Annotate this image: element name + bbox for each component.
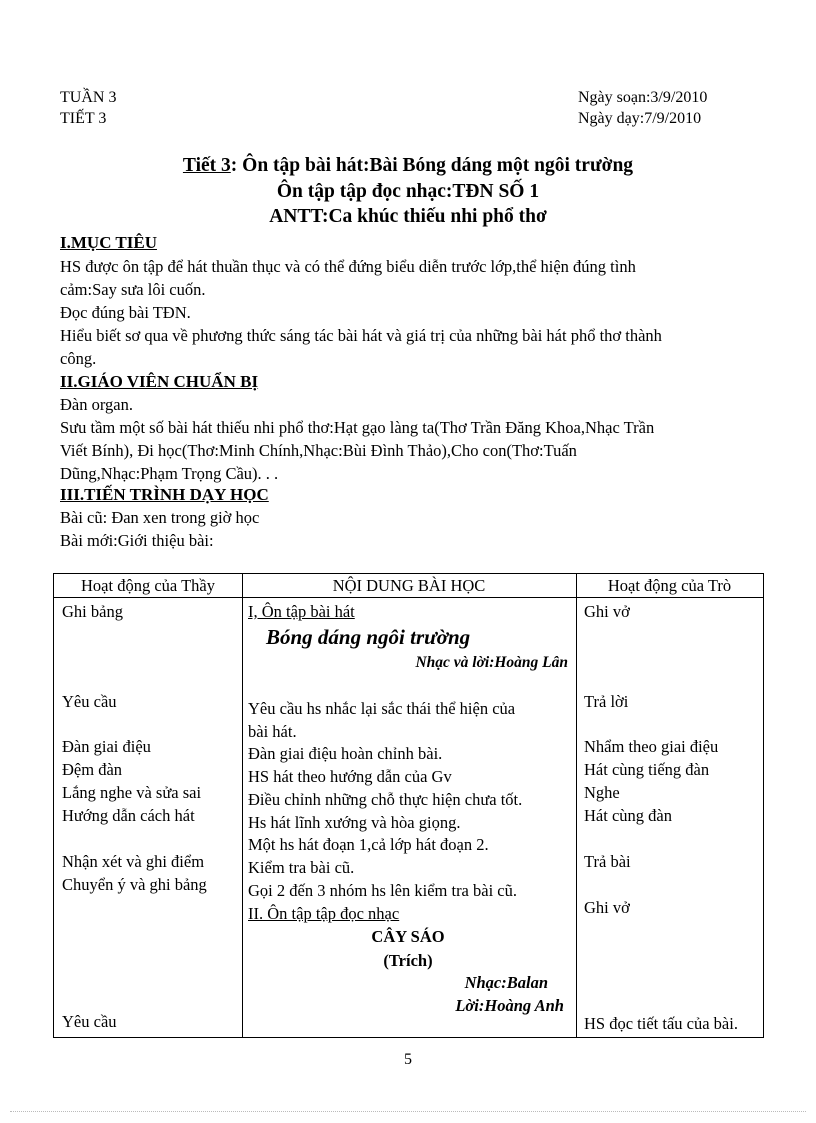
- student-activity: Hát cùng đàn: [584, 806, 672, 825]
- content-line: bài hát.: [248, 722, 297, 741]
- content-line: Kiểm tra bài cũ.: [248, 858, 355, 877]
- title-line-1-text: : Ôn tập bài hát:Bài Bóng dáng một ngôi trường: [230, 155, 634, 176]
- section-1-line: Đọc đúng bài TĐN.: [60, 303, 191, 322]
- student-activity: Nhẩm theo giai điệu: [584, 737, 719, 756]
- section-1-line: Hiểu biết sơ qua về phương thức sáng tác bài hát và giá trị của những bài hát phổ thơ thành: [60, 326, 662, 345]
- section-1-line: cảm:Say sưa lôi cuốn.: [60, 280, 206, 299]
- piece-music: Nhạc:Balan: [464, 973, 548, 992]
- teacher-activity: Ghi bảng: [62, 602, 123, 621]
- section-3-line: Bài mới:Giới thiệu bài:: [60, 531, 214, 550]
- teacher-activity: Hướng dẫn cách hát: [62, 806, 195, 825]
- piece-note: (Trích): [383, 951, 433, 970]
- section-2-heading: II.GIÁO VIÊN CHUẨN BỊ: [60, 372, 259, 391]
- column-divider: [242, 574, 243, 1037]
- title-prefix: Tiết 3: [182, 155, 231, 176]
- title-line-2: Ôn tập tập đọc nhạc:TĐN SỐ 1: [276, 181, 540, 202]
- section-1-line: công.: [60, 349, 97, 368]
- lesson-table: [53, 573, 764, 1038]
- teacher-activity: Yêu cầu: [62, 1012, 117, 1031]
- column-divider: [576, 574, 577, 1037]
- title-line-3: ANTT:Ca khúc thiếu nhi phổ thơ: [269, 206, 547, 227]
- page-bottom-rule: [10, 1111, 806, 1112]
- period-label: TIẾT 3: [60, 110, 107, 127]
- header-student: Hoạt động của Trò: [607, 576, 732, 595]
- content-line: Một hs hát đoạn 1,cả lớp hát đoạn 2.: [248, 835, 489, 854]
- title-line-1: [0, 155, 816, 177]
- section-3-line: Bài cũ: Đan xen trong giờ học: [60, 508, 260, 527]
- teacher-activity: Đệm đàn: [62, 760, 123, 779]
- student-activity: Hát cùng tiếng đàn: [584, 760, 710, 779]
- student-activity: Trả lời: [584, 692, 629, 711]
- part-2-heading: II. Ôn tập tập đọc nhạc: [248, 904, 400, 923]
- piece-title: CÂY SÁO: [371, 927, 445, 946]
- prep-date: Ngày soạn:3/9/2010: [578, 89, 708, 106]
- section-3-body: [60, 506, 750, 552]
- content-line: Hs hát lĩnh xướng và hòa giọng.: [248, 813, 461, 832]
- song-title: Bóng dáng ngôi trường: [266, 625, 471, 649]
- content-line: Gọi 2 đến 3 nhóm hs lên kiểm tra bài cũ.: [248, 881, 517, 900]
- section-2-line: Viết Bính), Đi học(Thơ:Minh Chính,Nhạc:Bùi Đình Thảo),Cho con(Thơ:Tuấn: [60, 441, 577, 460]
- section-2-line: Đàn organ.: [60, 395, 134, 414]
- page-number: 5: [404, 1051, 412, 1068]
- teacher-activity: Yêu cầu: [62, 692, 117, 711]
- student-activity: Nghe: [584, 783, 620, 802]
- header-teacher: Hoạt động của Thầy: [81, 576, 215, 595]
- header-divider: [54, 597, 763, 598]
- teach-date: Ngày dạy:7/9/2010: [578, 110, 702, 127]
- student-activity: Trả bài: [584, 852, 631, 871]
- teacher-activity: Đàn giai điệu: [62, 737, 151, 756]
- section-1-line: HS được ôn tập để hát thuần thục và có thể đứng biểu diễn trước lớp,thể hiện đúng tình: [60, 257, 636, 276]
- student-activity: Ghi vở: [584, 602, 630, 621]
- student-activity: Ghi vở: [584, 898, 630, 917]
- content-line: Đàn giai điệu hoàn chỉnh bài.: [248, 744, 443, 763]
- section-1-heading: I.MỤC TIÊU: [60, 233, 157, 252]
- section-2-line: Sưu tầm một số bài hát thiếu nhi phổ thơ:Hạt gạo làng ta(Thơ Trần Đăng Khoa,Nhạc Trần: [60, 418, 655, 437]
- teacher-activity: Chuyển ý và ghi bảng: [62, 875, 207, 894]
- week-label: TUẦN 3: [60, 89, 117, 106]
- piece-lyrics: Lời:Hoàng Anh: [455, 996, 564, 1015]
- section-3-heading: III.TIẾN TRÌNH DẠY HỌC: [60, 485, 269, 504]
- song-author: Nhạc và lời:Hoàng Lân: [415, 654, 568, 671]
- content-line: HS hát theo hướng dẫn của Gv: [248, 767, 452, 786]
- section-1-body: [60, 255, 750, 370]
- content-line: Yêu cầu hs nhắc lại sắc thái thể hiện của: [248, 699, 516, 718]
- header-content: NỘI DUNG BÀI HỌC: [332, 576, 486, 595]
- section-2-line: Dũng,Nhạc:Phạm Trọng Cầu). . .: [60, 464, 279, 483]
- section-2-body: [60, 393, 750, 485]
- teacher-activity: Nhận xét và ghi điểm: [62, 852, 205, 871]
- content-line: Điều chỉnh những chỗ thực hiện chưa tốt.: [248, 790, 523, 809]
- part-1-heading: I, Ôn tập bài hát: [248, 602, 355, 621]
- student-activity: HS đọc tiết tấu của bài.: [584, 1014, 738, 1033]
- teacher-activity: Lắng nghe và sửa sai: [62, 783, 202, 802]
